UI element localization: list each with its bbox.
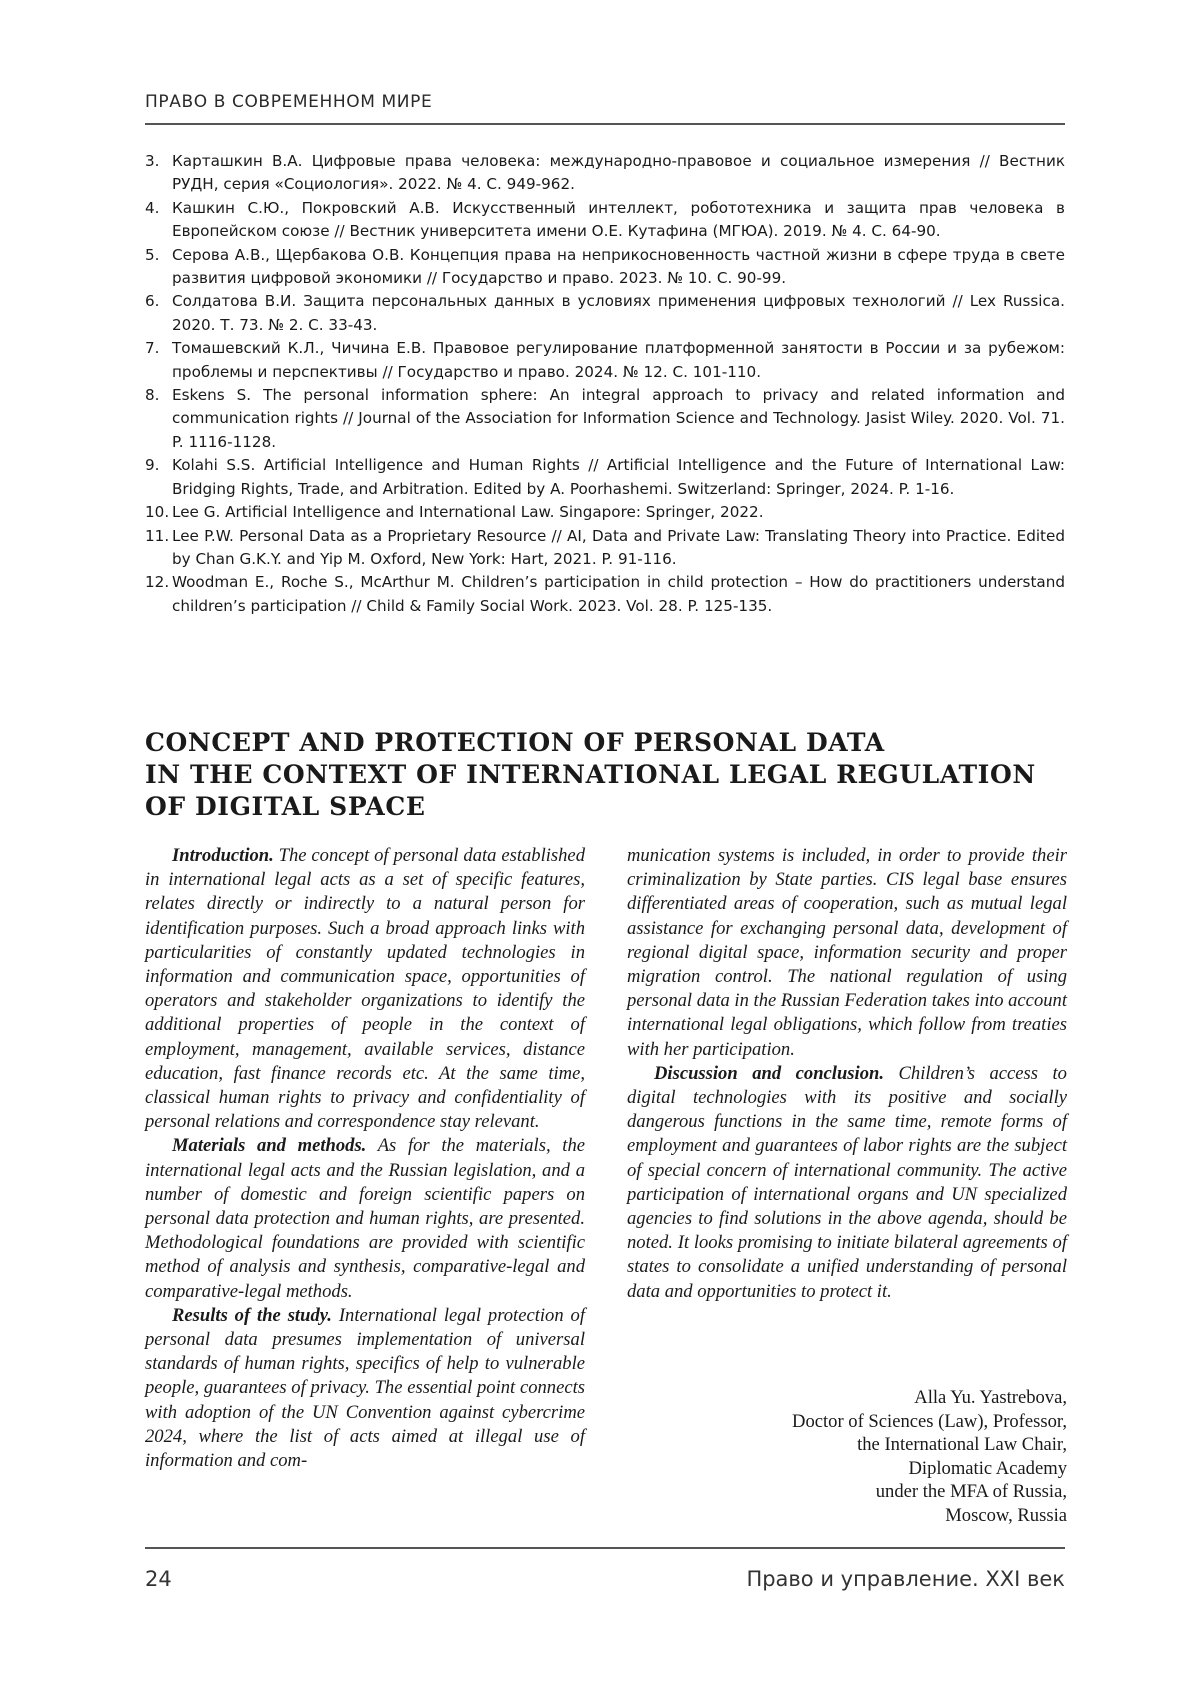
reference-item: [145, 337, 1065, 384]
article-title-line: IN THE CONTEXT OF INTERNATIONAL LEGAL REGULATION: [145, 760, 1036, 789]
reference-number: 10.: [145, 503, 170, 522]
reference-list: [145, 150, 1065, 618]
reference-number: 3.: [145, 152, 160, 170]
author-organization: Diplomatic Academy: [908, 1457, 1067, 1479]
introduction-paragraph: [145, 844, 585, 1134]
reference-number: 7.: [145, 339, 160, 358]
reference-item: [145, 501, 1065, 524]
header-rule: [145, 123, 1065, 125]
reference-number: 9.: [145, 456, 160, 475]
reference-item: [145, 290, 1065, 337]
reference-text: Woodman E., Roche S., McArthur M. Children’s participation in child protection – How do practitioners understand children’s participation // Child & Family Social Work. 2023. Vol. 28. P. 125-135.: [172, 573, 1065, 615]
introduction-text: The concept of personal data established in international legal acts as a set of specific features, relates directly or indirectly to a natural person for identification purposes. Such a broad approach links with particularities of constantly updated technologies in information and communication space, opportunities of operators and stakeholder organizations to identify the additional properties of people in the context of employment, management, available services, distance education, fast finance records etc. At the same time, classical human rights to privacy and confidentiality of personal relations and correspondence stay relevant.: [145, 845, 585, 1133]
reference-text: Kolahi S.S. Artificial Intelligence and Human Rights // Artificial Intelligence and the Future of International Law: Bridging Rights, Trade, and Arbitration. Edited by A. Poorhashemi. Switzerland: Springer, 2024. P. 1-16.: [172, 456, 1065, 498]
author-block: [627, 1386, 1067, 1528]
reference-text: Eskens S. The personal information sphere: An integral approach to privacy and related information and communication rights // Journal of the Association for Information Science and Technology. Jasist Wiley. 2020. Vol. 71. P. 1116-1128.: [172, 386, 1065, 451]
reference-text: Кашкин С.Ю., Покровский А.В. Искусственный интеллект, робототехника и защита прав человека в Европейском союзе // Вестник университета имени О.Е. Кутафина (МГЮА). 2019. № 4. С. 64-90.: [172, 198, 1065, 241]
reference-text: Солдатова В.И. Защита персональных данных в условиях применения цифровых технологий // Lex Russica. 2020. Т. 73. № 2. С. 33-43.: [172, 292, 1065, 334]
introduction-heading: Introduction.: [172, 845, 274, 866]
reference-text: Lee P.W. Personal Data as a Proprietary Resource // AI, Data and Private Law: Translating Theory into Practice. Edited by Chan G.K.Y. and Yip M. Oxford, New York: Hart, 2021. P. 91-116.: [172, 526, 1065, 568]
reference-number: 4.: [145, 198, 160, 217]
author-degree: Doctor of Sciences (Law), Professor,: [792, 1410, 1067, 1432]
abstract-right-column: [627, 844, 1067, 1304]
reference-text: Lee G. Artificial Intelligence and International Law. Singapore: Springer, 2022.: [172, 503, 764, 522]
reference-text: Карташкин В.А. Цифровые права человека: международно-правовое и социальное измерения // Вестник РУДН, серия «Социология». 2022. № 4. С. 949-962.: [172, 152, 1065, 194]
page-number: 24: [145, 1567, 172, 1591]
reference-text: Томашевский К.Л., Чичина Е.В. Правовое регулирование платформенной занятости в России и за рубежом: проблемы и перспективы // Государство и право. 2024. № 12. С. 101-110.: [172, 339, 1065, 381]
reference-number: 12.: [145, 573, 170, 592]
reference-item: [145, 454, 1065, 501]
materials-heading: Materials and methods.: [172, 1135, 367, 1157]
article-title-line: CONCEPT AND PROTECTION OF PERSONAL DATA: [145, 728, 885, 757]
reference-item: [145, 244, 1065, 291]
results-text: International legal protection of personal data presumes implementation of universal standards of human rights, specifics of help to vulnerable people, guarantees of privacy. The essential point connects with adoption of the UN Convention against cybercrime 2024, where the list of acts aimed at illegal use of information and com-: [145, 1304, 585, 1472]
reference-item: [145, 384, 1065, 454]
article-title: [145, 727, 1065, 823]
author-chair: the International Law Chair,: [857, 1434, 1067, 1456]
footer-rule: [145, 1547, 1065, 1549]
reference-item: [145, 571, 1065, 618]
running-head: ПРАВО В СОВРЕМЕННОМ МИРЕ: [145, 92, 433, 112]
article-title-line: OF DIGITAL SPACE: [145, 792, 426, 821]
materials-text: As for the materials, the international legal acts and the Russian legislation, and a number of domestic and foreign scientific papers on personal data protection and human rights, are presented. Methodological foundations are provided with scientific method of analysis and synthesis, comparative-legal and comparative-legal methods.: [145, 1135, 585, 1302]
author-city: Moscow, Russia: [945, 1504, 1067, 1526]
reference-number: 11.: [145, 526, 170, 545]
discussion-text: Children’s access to digital technologies with its positive and socially dangerous functions in the same time, remote forms of employment and guarantees of labor rights are the subject of special concern of international community. The active participation of international organs and UN specialized agencies to find solutions in the above agenda, should be noted. It looks promising to initiate bilateral agreements of states to consolidate a unified understanding of personal data and opportunities to protect it.: [627, 1062, 1067, 1302]
reference-item: [145, 197, 1065, 244]
reference-text: Серова А.В., Щербакова О.В. Концепция права на неприкосновенность частной жизни в сфере труда в свете развития цифровой экономики // Государство и право. 2023. № 10. С. 90-99.: [172, 245, 1065, 288]
results-paragraph: [145, 1304, 585, 1473]
materials-paragraph: [145, 1134, 585, 1303]
reference-number: 5.: [145, 245, 160, 264]
discussion-heading: Discussion and conclusion.: [654, 1062, 884, 1084]
reference-item: [145, 150, 1065, 197]
reference-item: [145, 525, 1065, 572]
journal-name: Право и управление. XXI век: [746, 1567, 1065, 1591]
reference-number: 6.: [145, 292, 160, 311]
reference-number: 8.: [145, 386, 160, 405]
author-organization-suffix: under the MFA of Russia,: [875, 1481, 1067, 1503]
results-heading: Results of the study.: [172, 1304, 332, 1326]
discussion-paragraph: [627, 1062, 1067, 1304]
author-name: Alla Yu. Yastrebova,: [914, 1387, 1067, 1408]
abstract-left-column: [145, 844, 585, 1473]
results-continuation: munication systems is included, in order to provide their criminalization by State parties. CIS legal base ensures differentiated areas of cooperation, such as mutual legal assistance for exchanging personal data, development of regional digital space, information security and proper migration control. The national regulation of using personal data in the Russian Federation takes into account international legal obligations, which follow from treaties with her participation.: [627, 845, 1067, 1060]
